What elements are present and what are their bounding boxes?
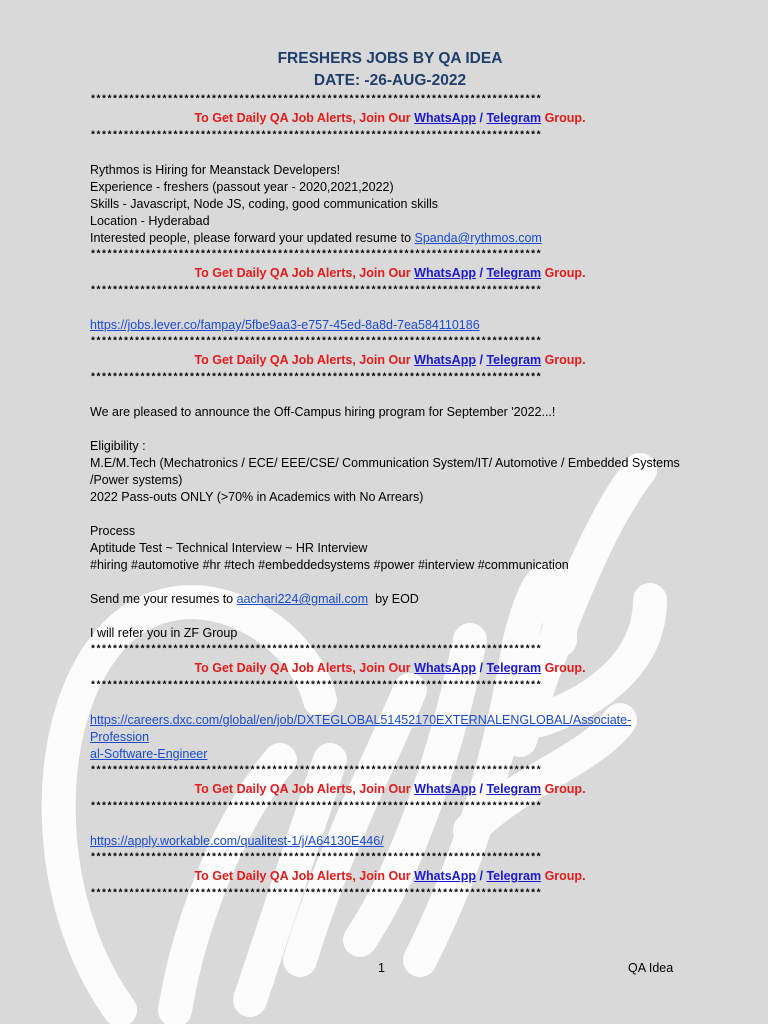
alert-text: To Get Daily QA Job Alerts, Join Our bbox=[194, 782, 411, 796]
job4-link[interactable]: https://careers.dxc.com/global/en/job/DXTEGLOBAL51452170EXTERNALENGLOBAL/Associate-Profession bbox=[90, 713, 632, 744]
telegram-link[interactable]: Telegram bbox=[486, 661, 542, 675]
alert-text: To Get Daily QA Job Alerts, Join Our bbox=[194, 111, 411, 125]
job4-link-cont[interactable]: al-Software-Engineer bbox=[90, 747, 208, 761]
alert-slash: / bbox=[479, 111, 483, 125]
job1-location: Location - Hyderabad bbox=[90, 214, 210, 228]
separator-stars: ********************************************************************************** bbox=[90, 286, 542, 297]
footer-brand: QA Idea bbox=[628, 961, 674, 975]
job3-eligibility-heading: Eligibility : bbox=[90, 439, 146, 453]
alert-text: To Get Daily QA Job Alerts, Join Our bbox=[194, 661, 411, 675]
whatsapp-link[interactable]: WhatsApp bbox=[414, 869, 476, 883]
whatsapp-link[interactable]: WhatsApp bbox=[414, 266, 476, 280]
telegram-link[interactable]: Telegram bbox=[486, 266, 542, 280]
page-date: DATE: -26-AUG-2022 bbox=[313, 72, 467, 89]
job1-skills: Skills - Javascript, Node JS, coding, good communication skills bbox=[90, 197, 439, 211]
job1-apply bbox=[90, 230, 690, 247]
job3-email-link[interactable]: aachari224@gmail.com bbox=[236, 592, 369, 606]
separator-stars: ********************************************************************************** bbox=[90, 853, 542, 864]
whatsapp-link[interactable]: WhatsApp bbox=[414, 661, 476, 675]
job5-link[interactable]: https://apply.workable.com/qualitest-1/j/A64130E446/ bbox=[90, 834, 384, 848]
alert-slash: / bbox=[479, 661, 483, 675]
whatsapp-link[interactable]: WhatsApp bbox=[414, 111, 476, 125]
telegram-link[interactable]: Telegram bbox=[486, 111, 542, 125]
alert-text: To Get Daily QA Job Alerts, Join Our bbox=[194, 869, 411, 883]
separator-stars: ********************************************************************************** bbox=[90, 766, 542, 777]
job3-refer: I will refer you in ZF Group bbox=[90, 626, 238, 640]
alert-suffix: Group. bbox=[544, 869, 586, 883]
alert-slash: / bbox=[479, 353, 483, 367]
job1-email-link[interactable]: Spanda@rythmos.com bbox=[414, 231, 542, 245]
job3-process-steps: Aptitude Test ~ Technical Interview ~ HR Interview bbox=[90, 541, 368, 555]
separator-stars: ********************************************************************************** bbox=[90, 131, 542, 142]
alert-suffix: Group. bbox=[544, 782, 586, 796]
job3-eligibility-year: 2022 Pass-outs ONLY (>70% in Academics with No Arrears) bbox=[90, 490, 424, 504]
job3-send-resume bbox=[90, 591, 690, 608]
job3-eligibility-degrees-cont: /Power systems) bbox=[90, 473, 183, 487]
job2-link[interactable]: https://jobs.lever.co/fampay/5fbe9aa3-e757-45ed-8a8d-7ea584110186 bbox=[90, 318, 480, 332]
job1-apply-text: Interested people, please forward your updated resume to bbox=[90, 231, 415, 245]
alert-slash: / bbox=[479, 782, 483, 796]
job-alert-banner bbox=[90, 867, 690, 886]
separator-stars: ********************************************************************************** bbox=[90, 681, 542, 692]
job3-process-heading: Process bbox=[90, 524, 136, 538]
job3-send-text: Send me your resumes to bbox=[90, 592, 237, 606]
job-alert-banner bbox=[90, 659, 690, 678]
alert-text: To Get Daily QA Job Alerts, Join Our bbox=[194, 353, 411, 367]
separator-stars: ********************************************************************************** bbox=[90, 95, 542, 106]
separator-stars: ********************************************************************************** bbox=[90, 802, 542, 813]
separator-stars: ********************************************************************************** bbox=[90, 373, 542, 384]
page-number: 1 bbox=[378, 961, 385, 975]
whatsapp-link[interactable]: WhatsApp bbox=[414, 353, 476, 367]
separator-stars: ********************************************************************************** bbox=[90, 337, 542, 348]
alert-text: To Get Daily QA Job Alerts, Join Our bbox=[194, 266, 411, 280]
separator-stars: ********************************************************************************** bbox=[90, 250, 542, 261]
job-alert-banner bbox=[90, 264, 690, 283]
job-alert-banner bbox=[90, 351, 690, 370]
job1-heading: Rythmos is Hiring for Meanstack Developers! bbox=[90, 163, 341, 177]
job-alert-banner bbox=[90, 780, 690, 799]
job3-hashtags: #hiring #automotive #hr #tech #embeddedsystems #power #interview #communication bbox=[90, 558, 569, 572]
page-title: FRESHERS JOBS BY QA IDEA bbox=[277, 50, 503, 67]
alert-suffix: Group. bbox=[544, 111, 586, 125]
whatsapp-link[interactable]: WhatsApp bbox=[414, 782, 476, 796]
telegram-link[interactable]: Telegram bbox=[486, 782, 542, 796]
separator-stars: ********************************************************************************** bbox=[90, 889, 542, 900]
job3-eligibility-degrees: M.E/M.Tech (Mechatronics / ECE/ EEE/CSE/ Communication System/IT/ Automotive / Embedded Systems bbox=[90, 456, 680, 470]
alert-slash: / bbox=[479, 266, 483, 280]
job3-send-tail: by EOD bbox=[368, 592, 419, 606]
alert-suffix: Group. bbox=[544, 661, 586, 675]
job-alert-banner bbox=[90, 109, 690, 128]
job1-experience: Experience - freshers (passout year - 2020,2021,2022) bbox=[90, 180, 394, 194]
telegram-link[interactable]: Telegram bbox=[486, 869, 542, 883]
alert-suffix: Group. bbox=[544, 353, 586, 367]
job3-intro: We are pleased to announce the Off-Campus hiring program for September '2022...! bbox=[90, 405, 556, 419]
alert-slash: / bbox=[479, 869, 483, 883]
document-body bbox=[90, 48, 690, 903]
telegram-link[interactable]: Telegram bbox=[486, 353, 542, 367]
separator-stars: ********************************************************************************** bbox=[90, 645, 542, 656]
alert-suffix: Group. bbox=[544, 266, 586, 280]
